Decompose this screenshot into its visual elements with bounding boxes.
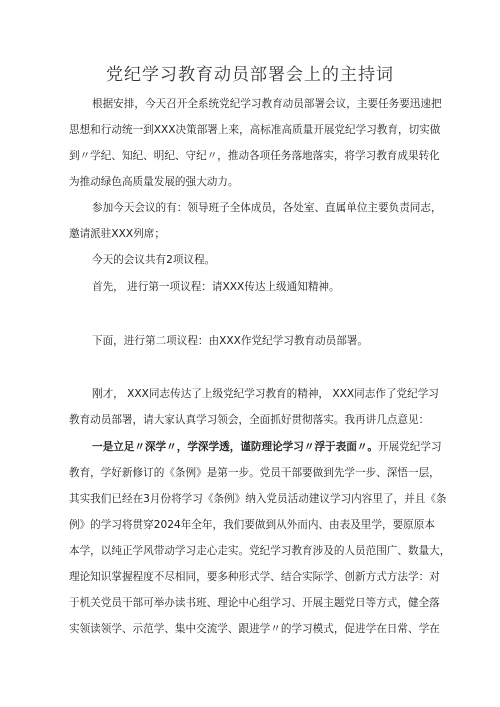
paragraph-line: 邀请派驻XXX列席； [69,228,165,240]
paragraph-line: 思想和行动统一到XXX决策部署上来，高标准高质量开展党纪学习教育，切实做 [69,124,441,136]
paragraph-line: 其实我们已经在3月份将学习《条例》纳入党员活动建议学习内容里了，并且《条 [69,493,447,505]
paragraph-line-bold-lead [92,439,442,454]
lead-rest-text: 开展党纪学习 [378,441,442,453]
paragraph-line: 今天的会议共有2项议程。 [92,254,216,266]
paragraph-line: 本学，以纯正学风带动学习走心走实。党纪学习教育涉及的人员范围广、数量大， [69,545,451,557]
bold-lead-text: 一是立足〃深学〃，学深学透，谨防理论学习〃浮于表面〃。 [92,441,379,453]
paragraph-line: 首先， 进行第一项议程：请XXX传达上级通知精神。 [92,281,340,293]
paragraph-line: 理论知识掌握程度不尽相同，要多种形式学、结合实际学、创新方式方法学：对 [69,571,440,583]
paragraph-line: 到〃学纪、知纪、明纪、守纪〃，推动各项任务落地落实，将学习教育成果转化 [69,150,440,162]
paragraph-line: 教育，学好新修订的《条例》是第一步。党员干部要做到先学一步、深悟一层， [69,467,440,479]
document-title: 党纪学习教育动员部署会上的主持词 [106,65,394,85]
paragraph-line: 参加今天会议的有：领导班子全体成员，各处室、直属单位主要负责同志， [92,202,442,214]
paragraph-line: 根据安排，今天召开全系统党纪学习教育动员部署会议，主要任务要迅速把 [92,98,442,110]
paragraph-line: 为推动绿色高质量发展的强大动力。 [69,176,239,188]
paragraph-line: 例》的学习将贯穿2024年全年，我们要做到从外而内、由表及里学，要原原本 [69,519,435,531]
paragraph-line: 于机关党员干部可举办读书班、理论中心组学习、开展主题党日等方式，健全落 [69,597,440,609]
paragraph-line: 下面，进行第二项议程：由XXX作党纪学习教育动员部署。 [92,335,369,347]
paragraph-line: 刚才， XXX同志传达了上级党纪学习教育的精神， XXX同志作了党纪学习 [92,388,439,400]
paragraph-line: 教育动员部署，请大家认真学习领会，全面抓好贯彻落实。我再讲几点意见： [69,414,430,426]
paragraph-line: 实领读领学、示范学、集中交流学、跟进学〃的学习模式，促进学在日常、学在 [69,623,440,635]
